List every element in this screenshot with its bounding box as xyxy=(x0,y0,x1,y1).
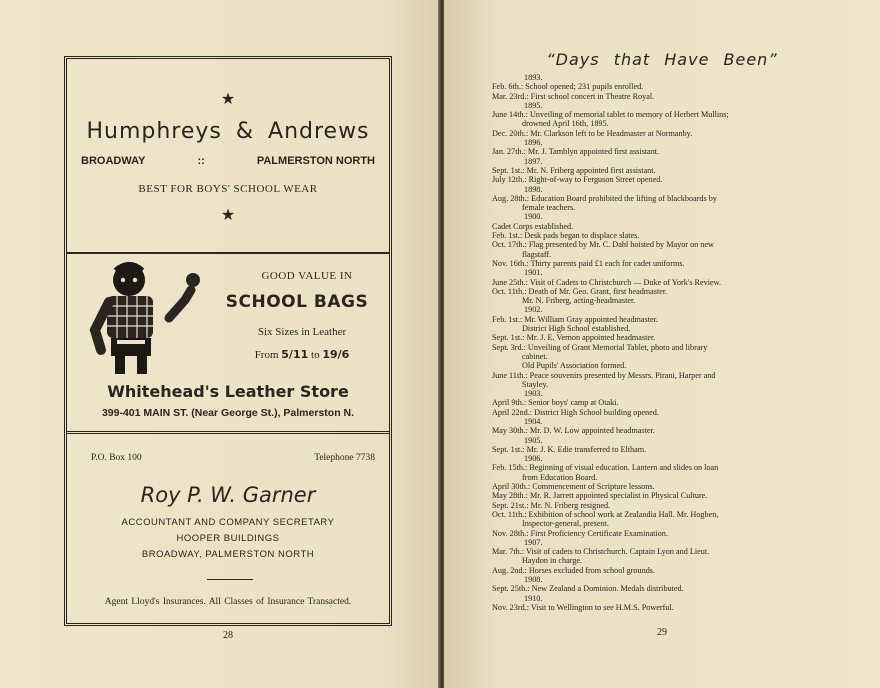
advertisement-frame xyxy=(64,56,392,626)
humphreys-andrews-ad xyxy=(67,59,389,254)
chronology-entry: Aug. 28th.: Education Board prohibited the lifting of blackboards by xyxy=(492,193,717,203)
year-heading: 1902. xyxy=(524,305,543,315)
chronology-entry: Nov. 23rd.: Visit to Wellington to see H.M.S. Powerful. xyxy=(492,602,674,612)
chronology-entry: Nov. 16th.: Thirty parents paid £1 each for cadet uniforms. xyxy=(492,258,685,268)
entry-continuation: Inspector-general, present. xyxy=(522,519,609,529)
garner-building: HOOPER BUILDINGS xyxy=(176,533,280,544)
year-heading: 1903. xyxy=(524,389,543,399)
divider xyxy=(207,579,253,580)
year-heading: 1905. xyxy=(524,435,543,445)
chronology-entry: Sept. 21st.: Mr. N. Friberg resigned. xyxy=(492,500,611,510)
price-low: 5/11 xyxy=(281,348,309,361)
page-title: “Days that Have Been” xyxy=(546,50,778,69)
year-heading: 1900. xyxy=(524,212,543,222)
page-number-right: 29 xyxy=(657,627,667,638)
year-heading: 1895. xyxy=(524,100,543,110)
sizes-text: Six Sizes in Leather xyxy=(257,326,347,338)
entry-continuation: Mr. N. Friberg, acting-headmaster. xyxy=(522,296,636,306)
star-icon: ★ xyxy=(220,89,236,108)
year-heading: 1908. xyxy=(524,575,543,585)
ad-address xyxy=(81,155,375,167)
ad-tagline: BEST FOR BOYS' SCHOOL WEAR xyxy=(138,183,318,195)
garner-address: BROADWAY, PALMERSTON NORTH xyxy=(141,549,315,560)
price-to: to xyxy=(311,349,320,361)
chronology-entry: Sept. 1st.: Mr. J. E. Vernon appointed headmaster. xyxy=(492,333,656,343)
entry-continuation: from Education Board. xyxy=(522,472,598,482)
chronology-entry: April 30th.: Commencement of Scripture lessons. xyxy=(492,482,655,492)
store-name: Whitehead's Leather Store xyxy=(107,382,349,401)
chronology-entry: Oct. 11th.: Exhibition of school work at Zealandia Hall. Mr. Hogben, xyxy=(492,509,719,519)
entry-continuation: Haydon in charge. xyxy=(522,556,583,566)
chronology-entry: Sept. 1st.: Mr. J. K. Edie transferred to Eltham. xyxy=(492,444,647,454)
chronology-entry: June 25th.: Visit of Cadets to Christchurch — Duke of York's Review. xyxy=(492,277,722,287)
whiteheads-ad xyxy=(67,256,389,434)
entry-continuation: flagstaff. xyxy=(522,249,552,259)
entry-continuation: drowned April 16th, 1895. xyxy=(522,119,609,129)
star-icon: ★ xyxy=(220,205,236,224)
chronology-entry: Sept. 3rd.: Unveiling of Grant Memorial Tablet, photo and library xyxy=(492,342,708,352)
chronology-entry: May 28th.: Mr. R. Jarrett appointed specialist in Physical Culture. xyxy=(492,491,708,501)
year-heading: 1898. xyxy=(524,184,543,194)
chronology-entry: Mar. 23rd.: First school concert in Theatre Royal. xyxy=(492,91,655,101)
garner-ad xyxy=(67,439,389,623)
chronology-entry: July 12th.: Right-of-way to Ferguson Street opened. xyxy=(492,175,663,185)
school-bags-headline: SCHOOL BAGS xyxy=(225,292,369,312)
garner-footer: Agent Lloyd's Insurances. All Classes of Insurance Transacted. xyxy=(104,597,352,607)
chronology-entry: Cadet Corps established. xyxy=(492,221,574,231)
chronology-entry: Aug. 2nd.: Horses excluded from school grounds. xyxy=(492,565,656,575)
year-heading: 1896. xyxy=(524,138,543,148)
year-heading: 1906. xyxy=(524,454,543,464)
chronology-entry: May 30th.: Mr. D. W. Low appointed headmaster. xyxy=(492,426,655,436)
store-address: 399-401 MAIN ST. (Near George St.), Palmerston N. xyxy=(101,407,355,419)
price-range xyxy=(227,348,377,361)
address-separator: :: xyxy=(197,155,205,167)
year-heading: 1901. xyxy=(524,268,543,278)
ad-title: Humphreys & Andrews xyxy=(86,119,370,144)
chronology-entry: Feb. 6th.: School opened; 231 pupils enrolled. xyxy=(492,82,644,92)
chronology-entry: Mar. 7th.: Visit of cadets to Christchurch. Captain Lyon and Lieut. xyxy=(492,547,710,557)
chronology-entry: Feb. 1st.: Mr. William Gray appointed headmaster. xyxy=(492,314,658,324)
chronology-entry: June 11th.: Peace souvenirs presented by Messrs. Pirani, Harper and xyxy=(492,370,716,380)
po-box: P.O. Box 100 xyxy=(91,453,142,463)
price-from: From xyxy=(254,349,279,361)
entry-continuation: female teachers. xyxy=(522,203,576,213)
price-high: 19/6 xyxy=(322,348,350,361)
entry-continuation: cabinet. xyxy=(522,351,548,361)
chronology-entry: Dec. 20th.: Mr. Clarkson left to be Headmaster at Normanby. xyxy=(492,128,693,138)
chronology-entry: June 14th.: Unveiling of memorial tablet to memory of Herbert Mullins; xyxy=(492,110,729,120)
chronology-entry: Oct. 11th.: Death of Mr. Geo. Grant, first headmaster. xyxy=(492,286,668,296)
chronology-entry: Feb. 1st.: Desk pads began to displace slates. xyxy=(492,231,640,241)
chronology-entry: Jan. 27th.: Mr. J. Tamblyn appointed first assistant. xyxy=(492,147,660,157)
chronology-entry: Feb. 15th.: Beginning of visual education. Lantern and slides on loan xyxy=(492,463,719,473)
chronology-entry: Nov. 28th.: First Proficiency Certificate Examination. xyxy=(492,528,668,538)
year-heading: 1904. xyxy=(524,416,543,426)
boy-illustration xyxy=(77,260,203,380)
chronology-entry: Sept. 25th.: New Zealand a Dominion. Medals distributed. xyxy=(492,584,684,594)
garner-name: Roy P. W. Garner xyxy=(140,483,316,507)
chronology-entry: April 22nd.: District High School building opened. xyxy=(492,407,659,417)
year-heading: 1910. xyxy=(524,593,543,603)
entry-continuation: Old Pupils' Association formed. xyxy=(522,361,627,371)
year-heading: 1907. xyxy=(524,537,543,547)
page-number-left: 28 xyxy=(223,630,233,641)
chronology-entry: Sept. 1st.: Mr. N. Friberg appointed first assistant. xyxy=(492,165,656,175)
entry-continuation: District High School established. xyxy=(522,324,631,334)
address-street: BROADWAY xyxy=(81,155,146,167)
garner-role: ACCOUNTANT AND COMPANY SECRETARY xyxy=(121,517,335,528)
telephone: Telephone 7738 xyxy=(314,453,375,463)
entry-continuation: Stayley. xyxy=(522,379,549,389)
address-town: PALMERSTON NORTH xyxy=(256,155,375,167)
year-heading: 1893. xyxy=(524,73,543,82)
chronology-entry: April 9th.: Senior boys' camp at Otaki. xyxy=(492,398,619,408)
chronology-list xyxy=(492,73,828,612)
year-heading: 1897. xyxy=(524,156,543,166)
good-value-text: GOOD VALUE IN xyxy=(261,270,353,282)
right-page xyxy=(444,0,880,688)
chronology-entry: Oct. 17th.: Flag presented by Mr. C. Dahl hoisted by Mayor on new xyxy=(492,240,714,250)
